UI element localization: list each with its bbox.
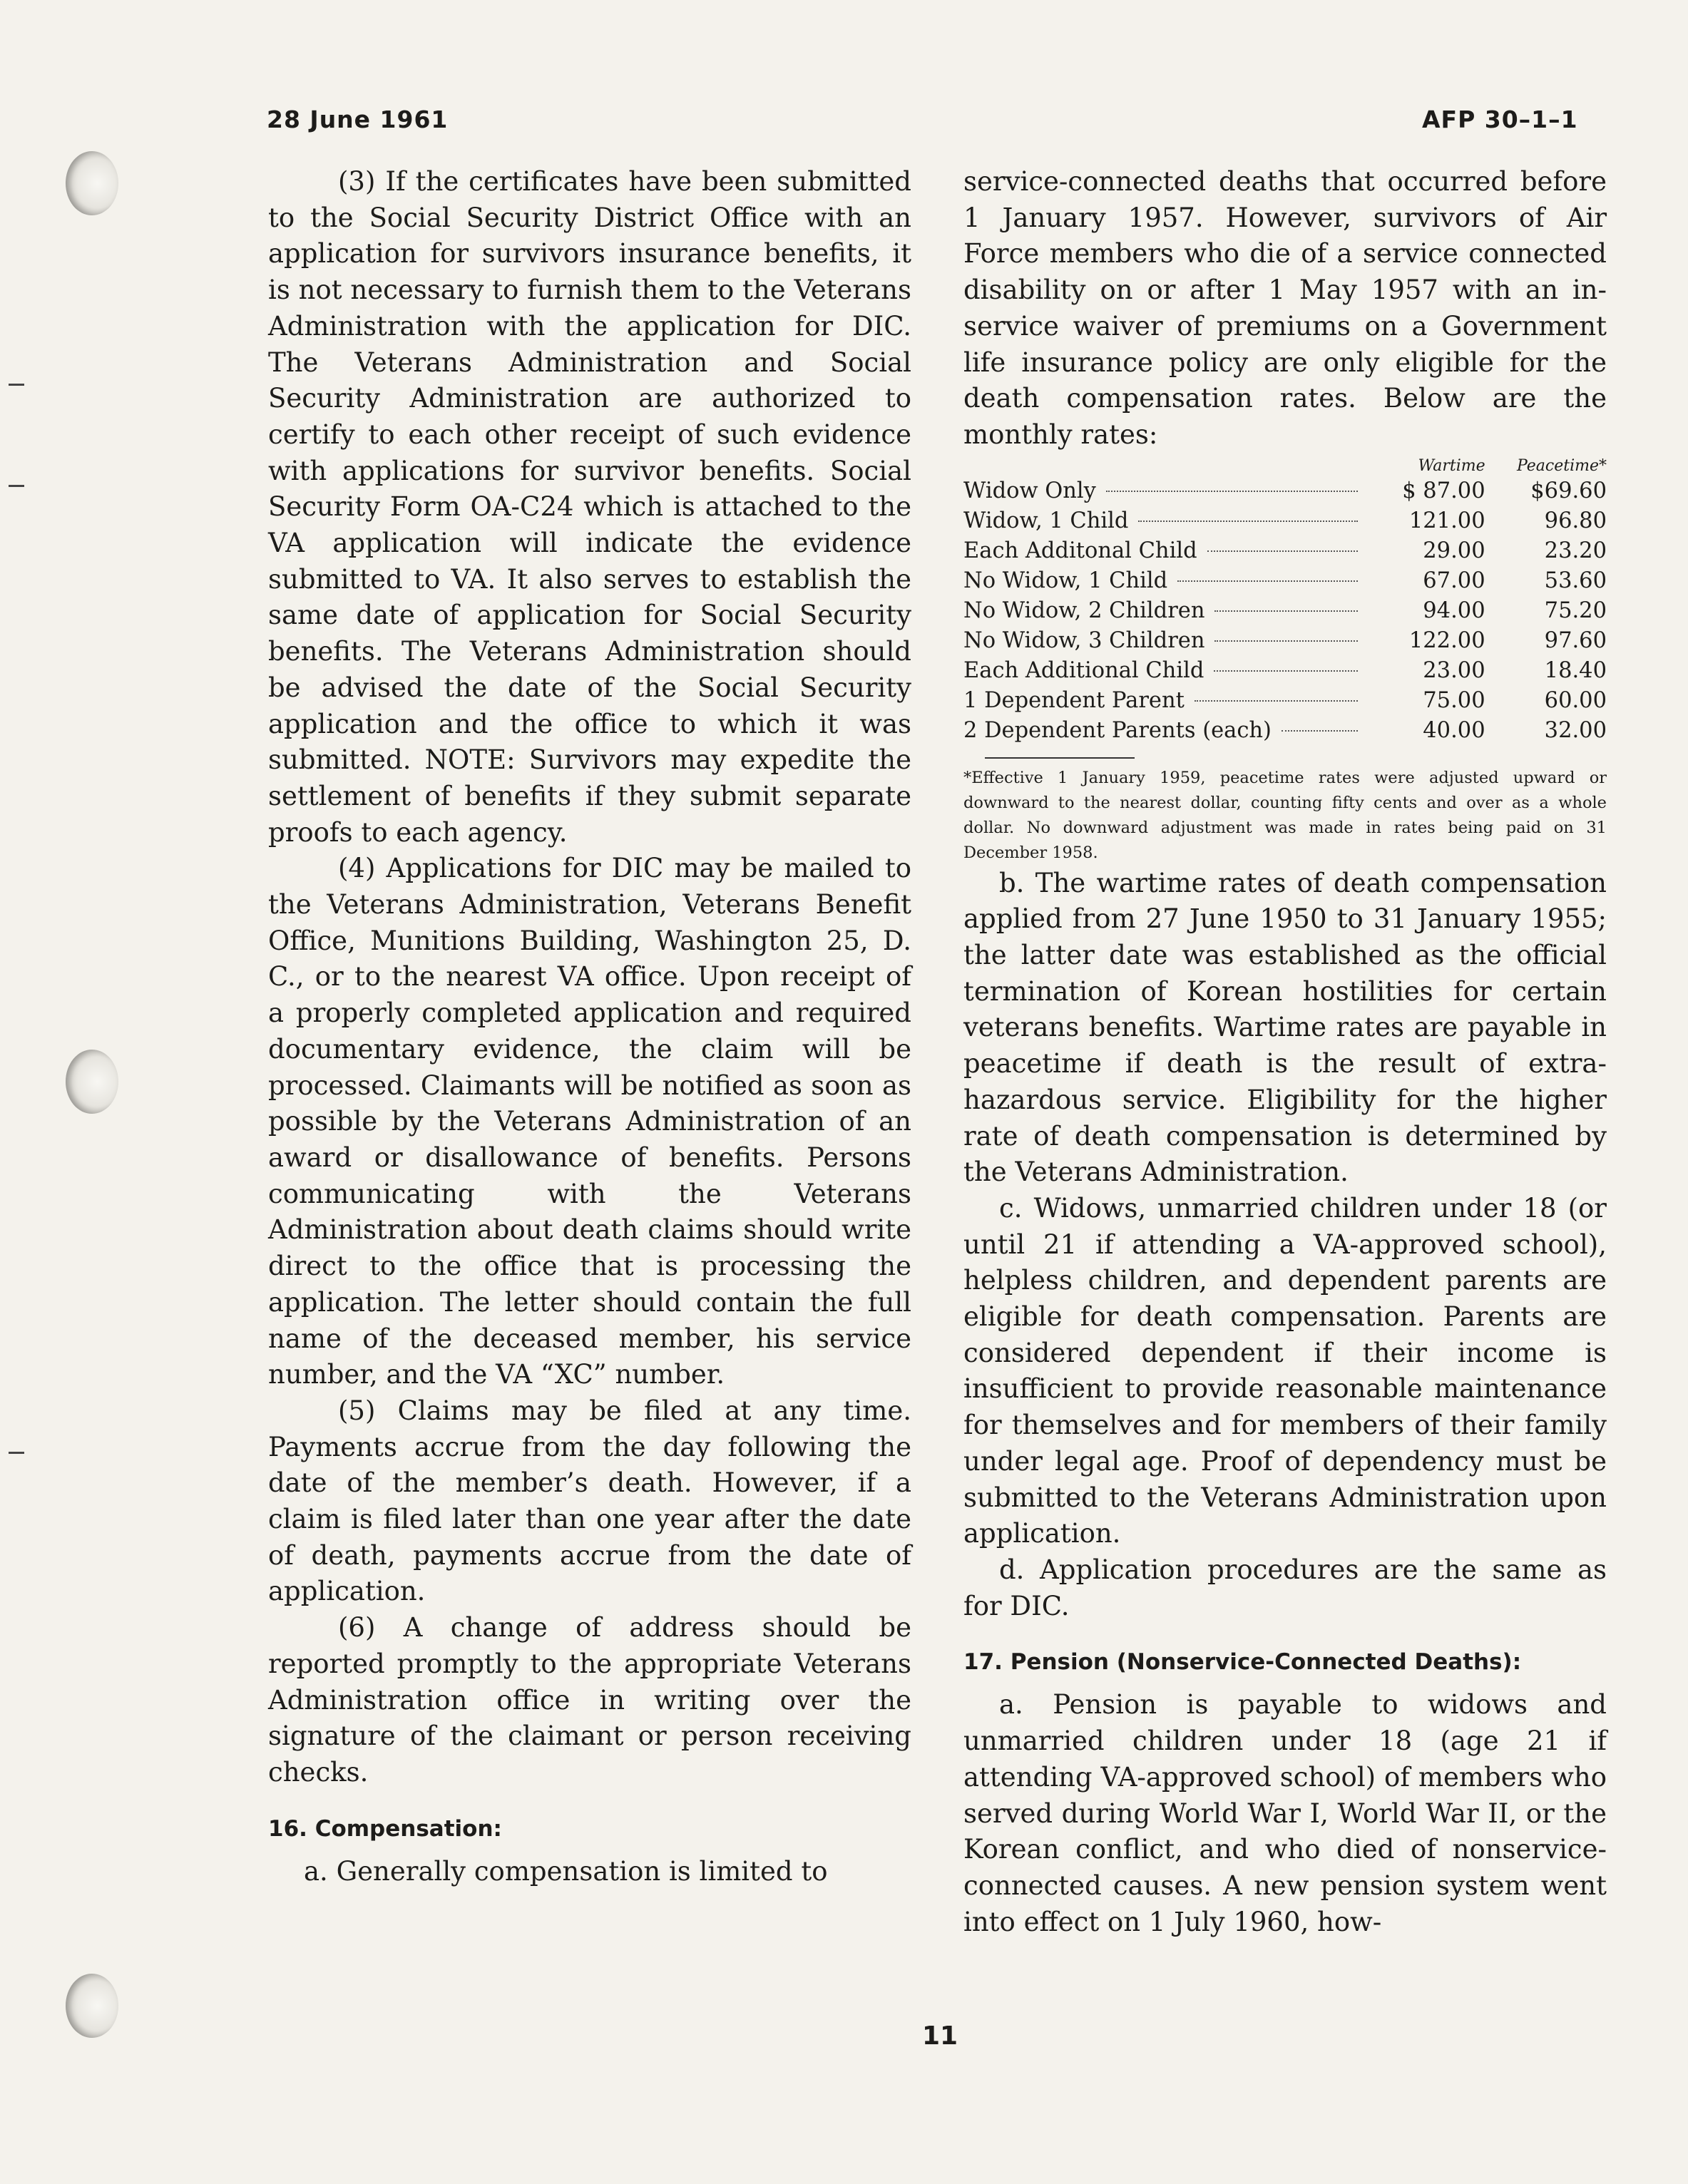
page-number: 11 — [922, 2021, 958, 2051]
peacetime-rate: 32.00 — [1544, 717, 1607, 743]
peacetime-rate: 23.20 — [1544, 538, 1607, 563]
table-row — [963, 506, 1607, 536]
wartime-rate: 121.00 — [1408, 508, 1485, 533]
table-row — [963, 626, 1607, 656]
paragraph-3: (3) If the certificates have been submitted to the Social Security District Office with an application for survivors insurance benefits, it is not necessary to furnish them to the Veterans Administration with the application for DIC. The Veterans Administration and Social Security Administration are authorized to certify to each other receipt of such evidence with applications for survivor benefits. Social Security Form OA-C24 which is attached to the VA application will indicate the evidence submitted to VA. It also serves to establish the same date of application for Social Security benefits. The Veterans Administration should be advised the date of the Social Security application and the office to which it was submitted. NOTE: Survivors may expedite the settlement of benefits if they submit separate proofs to each agency. — [268, 166, 911, 848]
row-label: Each Additional Child — [963, 657, 1204, 683]
row-label: Widow Only — [963, 478, 1096, 503]
margin-mark — [9, 1452, 24, 1454]
margin-mark — [9, 485, 24, 487]
row-label: No Widow, 1 Child — [963, 568, 1168, 593]
table-row — [963, 656, 1607, 686]
row-label: Widow, 1 Child — [963, 508, 1129, 533]
peacetime-rate: 53.60 — [1544, 568, 1607, 593]
table-row — [963, 716, 1607, 746]
row-label: 1 Dependent Parent — [963, 687, 1185, 713]
peacetime-rate: 96.80 — [1544, 508, 1607, 533]
rates-table — [963, 456, 1607, 746]
paragraph-4: (4) Applications for DIC may be mailed to the Veterans Administration, Veterans Benefit Office, Munitions Building, Washington 25, D. C., or to the nearest VA office. Upon receipt of a properly completed application and required documentary evidence, the claim will be processed. Claimants will be notified as soon as possible by the Veterans Administration of an award or disallowance of benefits. Persons communicating with the Veterans Administration about death claims should write direct to the office that is processing the application. The letter should contain the full name of the deceased member, his service number, and the VA “XC” number. — [268, 853, 911, 1390]
peacetime-rate: 75.20 — [1544, 598, 1607, 623]
peacetime-rate: 18.40 — [1544, 657, 1607, 683]
section-heading-16: 16. Compensation: — [268, 1815, 502, 1842]
paragraph-16b: b. The wartime rates of death compensation applied from 27 June 1950 to 31 January 1955; the latter date was established as the official termination of Korean hostilities for certain veterans benefits. Wartime rates are payable in peacetime if death is the result of extra-hazardous service. Eligibility for the higher rate of death compensation is determined by the Veterans Administration. — [963, 867, 1607, 1188]
paragraph-16a-continued: service-connected deaths that occurred before 1 January 1957. However, survivors of Air Force members who die of a service connected disability on or after 1 May 1957 with an in-service waiver of premiums on a Government life insurance policy are only eligible for the death compensation rates. Below are the monthly rates: — [963, 166, 1607, 450]
binder-hole-middle — [66, 1050, 118, 1114]
wartime-rate: 23.00 — [1423, 657, 1485, 683]
right-column — [963, 164, 1607, 1940]
wartime-rate: 29.00 — [1423, 538, 1485, 563]
wartime-rate: 40.00 — [1423, 717, 1485, 743]
paragraph-16a: a. Generally compensation is limited to — [304, 1855, 828, 1887]
paragraph-16c: c. Widows, unmarried children under 18 (or until 21 if attending a VA-approved school), helpless children, and dependent parents are eligible for death compensation. Parents are considered dependent if their income is insufficient to provide reasonable maintenance for themselves and for members of their family under legal age. Proof of dependency must be submitted to the Veterans Administration upon application. — [963, 1192, 1607, 1549]
footnote-rule — [985, 757, 1135, 759]
paragraph-5: (5) Claims may be filed at any time. Payments accrue from the day following the date of the member’s death. However, if a claim is filed later than one year after the date of death, payments accrue from the date of application. — [268, 1395, 911, 1607]
margin-mark — [9, 384, 24, 386]
column-header-peacetime: Peacetime* — [1516, 456, 1607, 475]
peacetime-rate: 97.60 — [1544, 627, 1607, 653]
table-row — [963, 476, 1607, 506]
footnote: *Effective 1 January 1959, peacetime rates were adjusted upward or downward to the nearest dollar, counting fifty cents and over as a whole dollar. No downward adjustment was made in rates being paid on 31 December 1958. — [963, 768, 1607, 862]
table-row — [963, 566, 1607, 596]
binder-hole-top — [66, 151, 118, 215]
peacetime-rate: 60.00 — [1544, 687, 1607, 713]
paragraph-16d: d. Application procedures are the same as for DIC. — [963, 1554, 1607, 1621]
wartime-rate: 67.00 — [1423, 568, 1485, 593]
row-label: 2 Dependent Parents (each) — [963, 717, 1272, 743]
wartime-rate: 94.00 — [1423, 598, 1485, 623]
row-label: Each Additonal Child — [963, 538, 1197, 563]
row-label: No Widow, 3 Children — [963, 627, 1205, 653]
wartime-rate: 75.00 — [1423, 687, 1485, 713]
column-header-wartime: Wartime — [1418, 456, 1485, 475]
paragraph-17a: a. Pension is payable to widows and unmarried children under 18 (age 21 if attending VA-approved school) of members who served during World War I, World War II, or the Korean conflict, and who died of nonservice-connected causes. A new pension system went into effect on 1 July 1960, how- — [963, 1689, 1607, 1937]
header-date: 28 June 1961 — [267, 106, 449, 133]
table-row — [963, 596, 1607, 626]
table-row — [963, 536, 1607, 566]
header-doc-id: AFP 30–1–1 — [1422, 106, 1578, 133]
wartime-rate: $ 87.00 — [1402, 478, 1485, 503]
wartime-rate: 122.00 — [1408, 627, 1485, 653]
binder-hole-bottom — [66, 1974, 118, 2038]
left-column — [268, 164, 911, 1890]
peacetime-rate: $69.60 — [1530, 478, 1607, 503]
row-label: No Widow, 2 Children — [963, 598, 1205, 623]
section-heading-17: 17. Pension (Nonservice-Connected Deaths): — [963, 1649, 1522, 1676]
table-row — [963, 686, 1607, 716]
paragraph-6: (6) A change of address should be reported promptly to the appropriate Veterans Administration office in writing over the signature of the claimant or person receiving checks. — [268, 1612, 911, 1788]
